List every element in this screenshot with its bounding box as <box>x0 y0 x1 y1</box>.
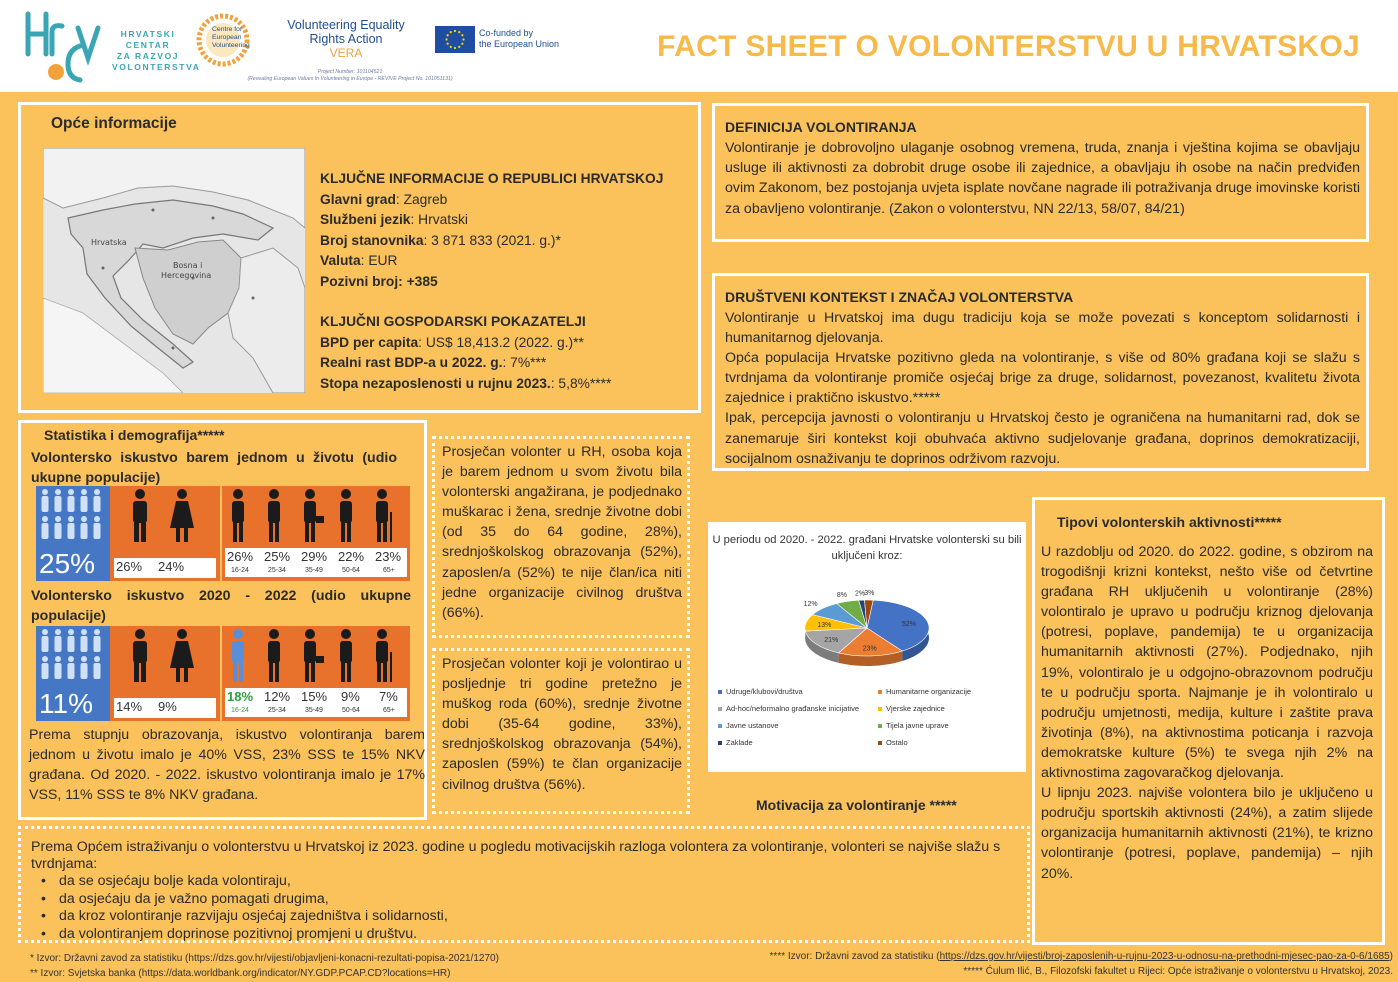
person-icon <box>68 656 74 662</box>
age-group-icons-2 <box>222 626 410 688</box>
person-icon <box>94 663 101 679</box>
person-icon <box>68 496 75 512</box>
hrcv-wordmark: HRVATSKI CENTAR ZA RAZVOJ VOLONTERSTVA <box>112 29 201 72</box>
key-info <box>320 169 663 394</box>
recent-infographic <box>36 626 410 721</box>
econ-item-gdp: BPD per capita: US$ 18,413.2 (2022. g.)** <box>320 334 584 350</box>
person-icon <box>81 489 87 495</box>
education-stats: Prema stupnju obrazovanja, iskustvo volontiranja barem jednom u životu imalo je 40% VSS, 23% SSS te 15% NKV građana. Od 2020. - 2022. iskustvo volontiranja imalo je 17% VSS, 11% SSS te 8% NKV građana. <box>29 727 425 803</box>
person-icon <box>68 489 74 495</box>
person-icon <box>81 496 88 512</box>
eu-star <box>461 43 463 45</box>
motivation-intro: Prema Općem istraživanju o volonterstvu u Hrvatskoj iz 2023. godine u pogledu motivacijskih razloga volontera za volontiranje, volonteri se najviše slažu s tvrdnjama: <box>31 839 1001 872</box>
map-label-bih-2: Hercegovina <box>161 271 212 280</box>
person-icon <box>68 523 75 539</box>
people-group-icon-2 <box>36 626 110 688</box>
person-icon <box>55 656 61 662</box>
project-info: Project Number: 101104521 (Revealing European Values In Volunteering in Europe - REVIVE Project No. 101051131) <box>247 69 453 82</box>
general-info-section <box>18 102 701 413</box>
age-strip-2 <box>225 688 407 706</box>
person-icon <box>68 636 75 652</box>
econ-item-unemployment: Stopa nezaposlenosti u rujnu 2023.: 5,8%**** <box>320 375 612 391</box>
motivation-section <box>18 826 1030 943</box>
definition-body: Volontiranje je dobrovoljno ulaganje osobnog vremena, truda, znanja i vještina kojima se obavljaju usluge ili aktivnosti za dobrobit druge osobe ili zajednice, a obavljaju ih osobe na način predviđen ovim Zakonom, bez postojanja uvjeta isplate novčane nagrade ili potraživanja druge imovinske koristi za obavljeno volontiranje. (Zakon o volonterstvu, NN 22/13, 58/07, 84/21) <box>725 140 1360 217</box>
map-label-bih-1: Bosna i <box>173 261 203 270</box>
legend-swatch <box>718 724 722 728</box>
age-percent-1: 26% <box>227 549 254 564</box>
gender-strip <box>114 558 216 578</box>
eu-star <box>458 31 460 33</box>
age-strip <box>225 548 407 566</box>
eu-star <box>454 47 456 49</box>
person-icon <box>55 523 62 539</box>
lifetime-infographic <box>36 486 410 581</box>
definition-section <box>712 103 1369 242</box>
econ-item-growth: Realni rast BDP-a u 2022. g.: 7%*** <box>320 355 547 370</box>
pie-data-label: 12% <box>803 600 818 608</box>
eu-star <box>447 34 449 36</box>
statistics-title: Statistika i demografija***** <box>44 427 225 443</box>
hrcv-logo <box>22 10 102 86</box>
footnotes-left <box>30 951 499 981</box>
lifetime-subtitle: Volontersko iskustvo barem jednom u životu (udio ukupne populacije) <box>31 450 397 486</box>
pie-data-label: 52% <box>902 621 917 629</box>
definition-title: DEFINICIJA VOLONTIRANJA <box>725 119 917 135</box>
eu-star <box>458 46 460 48</box>
age-group-icons <box>222 486 410 548</box>
footnote-4-link[interactable]: https://dzs.gov.hr/vijesti/broj-zaposlenih-u-rujnu-2023-u-odnosu-na-prethodni-mjesec-pao-za-0-6/1685 <box>939 951 1390 962</box>
legend-swatch <box>878 741 882 745</box>
legend-label: Vjerske zajednice <box>886 704 945 713</box>
legend-swatch <box>718 690 722 694</box>
key-item-population: Broj stanovnika: 3 871 833 (2021. g.)* <box>320 232 561 248</box>
legend-label: Tijela javne uprave <box>886 721 949 730</box>
total-percent: 25% <box>39 548 96 579</box>
age-percent-2: 25% <box>264 549 291 564</box>
page-title: FACT SHEET O VOLONTERSTVU U HRVATSKOJ <box>657 30 1360 63</box>
age-percent-5: 23% <box>375 549 402 564</box>
gender-panel-2 <box>110 626 220 721</box>
person-icon <box>42 523 49 539</box>
footnote-1: * Izvor: Državni zavod za statistiku (https://dzs.gov.hr/vijesti/objavljeni-konacni-rezultati-popisa-2021/1270) <box>30 953 499 964</box>
age-percent-4: 22% <box>338 549 365 564</box>
person-icon <box>68 663 75 679</box>
person-icon <box>81 629 87 635</box>
legend-item <box>878 721 949 730</box>
legend-swatch <box>878 707 882 711</box>
legend-swatch <box>718 741 722 745</box>
gender-strip-2 <box>114 698 216 718</box>
social-context-section <box>712 273 1369 471</box>
legend-label: Zaklade <box>726 738 753 747</box>
key-item-capital: Glavni grad: Zagreb <box>320 191 448 207</box>
eu-star <box>450 31 452 33</box>
legend-item <box>878 738 908 747</box>
legend-item <box>878 704 945 713</box>
person-icon <box>81 663 88 679</box>
eu-star <box>454 30 456 32</box>
key-item-language: Službeni jezik: Hrvatski <box>320 212 468 227</box>
legend-item <box>718 721 779 730</box>
eu-star <box>461 34 463 36</box>
person-icon <box>81 516 87 522</box>
age-percent-2-1: 18% <box>227 689 254 704</box>
header <box>0 0 1398 92</box>
croatia-map <box>43 148 305 393</box>
person-icon <box>55 489 61 495</box>
legend-swatch <box>878 724 882 728</box>
person-icon <box>81 523 88 539</box>
legend-swatch <box>878 690 882 694</box>
total-panel <box>36 486 110 581</box>
average-volunteer-recent: Prosječan volonter koji je volontirao u posljednje tri godine pretežno je muškog roda (60%), srednje životne dobi (35-64 godine, 33%), srednjoškolskog obrazovanja (54%), zaposlen (59%) te član organizacije civilnog društva (56%). <box>432 648 690 814</box>
key-item-dialcode: Pozivni broj: +385 <box>320 273 438 289</box>
list-item: • da osjećaju da je važno pomagati drugima, <box>41 891 448 909</box>
person-icon <box>68 516 74 522</box>
age-percent-2-3: 15% <box>301 689 328 704</box>
eu-star <box>462 38 464 40</box>
pie-data-label: 3% <box>864 590 875 598</box>
eu-flag-icon <box>435 26 475 53</box>
age-percent-2-2: 12% <box>264 689 291 704</box>
pie-chart <box>708 522 1026 687</box>
age-panel <box>222 486 410 581</box>
person-icon <box>81 636 88 652</box>
person-icon <box>94 496 101 512</box>
age-panel-2 <box>222 626 410 721</box>
person-icon <box>42 629 48 635</box>
statistics-section <box>18 420 427 820</box>
legend-swatch <box>718 707 722 711</box>
person-icon <box>94 489 100 495</box>
eu-cofunded: Co-funded by the European Union <box>479 28 560 49</box>
eu-star <box>445 38 447 40</box>
legend-item <box>718 704 859 713</box>
eu-star <box>450 46 452 48</box>
legend-item <box>878 687 971 696</box>
legend-label: Ad-hoc/neformalno građanske inicijative <box>726 704 859 713</box>
person-icon <box>94 656 100 662</box>
person-icon <box>55 636 62 652</box>
average-volunteer-lifetime: Prosječan volonter u RH, osoba koja je barem jednom u svom životu bila volonterski angažirana, je podjednako muškarac i žena, srednje životne dobi (od 35 do 64 godine, 28%), srednjoškolskog obrazovanja (52%), zaposlen/a (52%) te nije član/ica niti jedne organizacije civilnog društva (66%). <box>432 436 690 638</box>
age-percent-3: 29% <box>301 549 328 564</box>
person-icon <box>42 496 49 512</box>
legend-item <box>718 687 803 696</box>
eu-star <box>447 43 449 45</box>
person-icon <box>68 629 74 635</box>
total-percent-2: 11% <box>39 688 93 719</box>
gender-panel <box>110 486 220 581</box>
age-percent-2-4: 9% <box>341 689 360 704</box>
activity-types-title: Tipovi volonterskih aktivnosti***** <box>1057 514 1282 530</box>
motivation-list <box>41 873 448 943</box>
pie-data-label: 23% <box>862 645 877 653</box>
person-icon <box>55 663 62 679</box>
general-info-title: Opće informacije <box>51 115 177 132</box>
age-labels: 16-24 25-34 35-49 50-64 65+ <box>225 566 407 577</box>
legend-label: Udruge/klubovi/društva <box>726 687 803 696</box>
female-percent-2: 9% <box>158 699 177 714</box>
list-item: • da se osjećaju bolje kada volontiraju, <box>41 873 448 891</box>
cev-wordmark: Centre for European Volunteering <box>212 26 250 49</box>
list-item: • da volontiranjem doprinose pozitivnoj promjeni u društvu. <box>41 926 448 944</box>
person-icon <box>42 656 48 662</box>
pie-data-label: 8% <box>836 592 847 600</box>
activity-types-section <box>1032 497 1385 945</box>
male-percent-2: 14% <box>116 699 143 714</box>
male-percent: 26% <box>116 559 143 574</box>
legend-label: Javne ustanove <box>726 721 779 730</box>
activity-types-body: U razdoblju od 2020. do 2022. godine, s obzirom na trogodišnji krizni kontekst, nešto više od četvrtine građana RH uključenih u volontiranje (28%) volontiralo je upravo u području kriznog djelovanja (potresi, poplave, pandemija) te u organizacija humanitarnih aktivnosti (27%). Podjednako, njih 19%, volontiralo je u odgojno-obrazovnom području te u području sporta. Najmanje je ih volontiralo u području umjetnosti, medija, kulture i zaštite prava životinja (8%), na aktivnostima poticanja i razvoja demokratske kulture (5%) te svega njih 2% na aktivnostima zagovaračkog djelovanja. U lipnju 2023. najviše volontera bilo je uključeno u području sportskih aktivnosti (24%), a zatim slijede organizacija humanitarnih aktivnosti (21%), te krizno volontiranje (potresi, poplave, pandemija) – njih 20%. <box>1041 544 1373 882</box>
person-icon <box>42 636 49 652</box>
person-icon <box>42 489 48 495</box>
person-icon <box>42 663 49 679</box>
person-icon <box>55 516 61 522</box>
social-context-body: Volontiranje u Hrvatskoj ima dugu tradiciju koja se može povezati s konceptom solidarnosti i humanitarnog djelovanja. Opća populacija Hrvatske pozitivno gleda na volontiranje, s više od 80% građana koji se slažu s tvrdnjama da volontiranje promiče osjećaj brige za druge, solidarnost, povezanost, kvalitetu života zajednice i praktično iskustvo.***** Ipak, percepcija javnosti o volontiranju u Hrvatskoj često je ograničena na humanitarni rad, dok se zanemaruje širi kontekst koji obuhvaća aktivno sudjelovanje građana, doprinos demokratizaciji, socijalnom osnaživanju te doprinos održivom razvoju. <box>725 310 1360 467</box>
footnote-4: **** Izvor: Državni zavod za statistiku (https://dzs.gov.hr/vijesti/broj-zaposlenih-u-rujnu-2023-u-odnosu-na-prethodni-mjesec-pao-za-0-6/1685) <box>769 951 1393 962</box>
list-item: • da kroz volontiranje razvijaju osjećaj zajedništva i solidarnosti, <box>41 908 448 926</box>
footnote-2: ** Izvor: Svjetska banka (https://data.worldbank.org/indicator/NY.GDP.PCAP.CD?locations=HR) <box>30 968 451 979</box>
involvement-chart <box>708 522 1026 772</box>
total-panel-2 <box>36 626 110 721</box>
motivation-title: Motivacija za volontiranje ***** <box>756 797 957 813</box>
legend-label: Humanitarne organizacije <box>886 687 972 696</box>
footnote-5: ***** Ćulum Ilić, B., Filozofski fakultet u Rijeci: Opće istraživanje o volonterstvu u Hrvatskoj, 2023. <box>963 966 1393 977</box>
person-icon <box>94 636 101 652</box>
legend-label: Ostalo <box>886 738 908 747</box>
pie-data-label: 21% <box>824 637 839 645</box>
gender-icons-2 <box>110 626 220 688</box>
age-labels-2: 16-24 25-34 35-49 50-64 65+ <box>225 706 407 717</box>
person-icon <box>81 656 87 662</box>
vera-logo: Volunteering Equality Rights Action VERA <box>287 18 405 60</box>
person-icon <box>55 496 62 512</box>
map-graphic <box>43 148 305 393</box>
people-group-icon <box>36 486 110 548</box>
chart-title: U periodu od 2020. - 2022. građani Hrvatske volonterski su bili uključeni kroz: <box>712 534 1022 562</box>
pie-data-label: 13% <box>817 622 832 630</box>
person-icon <box>42 516 48 522</box>
person-icon <box>94 523 101 539</box>
key-item-currency: Valuta: EUR <box>320 253 398 268</box>
age-percent-2-5: 7% <box>379 689 398 704</box>
map-label-hrvatska: Hrvatska <box>91 238 127 247</box>
person-icon <box>94 516 100 522</box>
pie-data-label: 2% <box>854 590 866 598</box>
key-info-title: KLJUČNE INFORMACIJE O REPUBLICI HRVATSKOJ <box>320 171 664 186</box>
econ-title: KLJUČNI GOSPODARSKI POKAZATELJI <box>320 314 586 329</box>
person-icon <box>94 629 100 635</box>
female-percent: 24% <box>158 559 185 574</box>
footnotes-right <box>700 949 1393 979</box>
gender-icons <box>110 486 220 548</box>
social-context-title: DRUŠTVENI KONTEKST I ZNAČAJ VOLONTERSTVA <box>725 289 1074 305</box>
legend-item <box>718 738 753 747</box>
person-icon <box>55 629 61 635</box>
recent-subtitle: Volontersko iskustvo 2020 - 2022 (udio ukupne populacije) <box>31 588 411 624</box>
